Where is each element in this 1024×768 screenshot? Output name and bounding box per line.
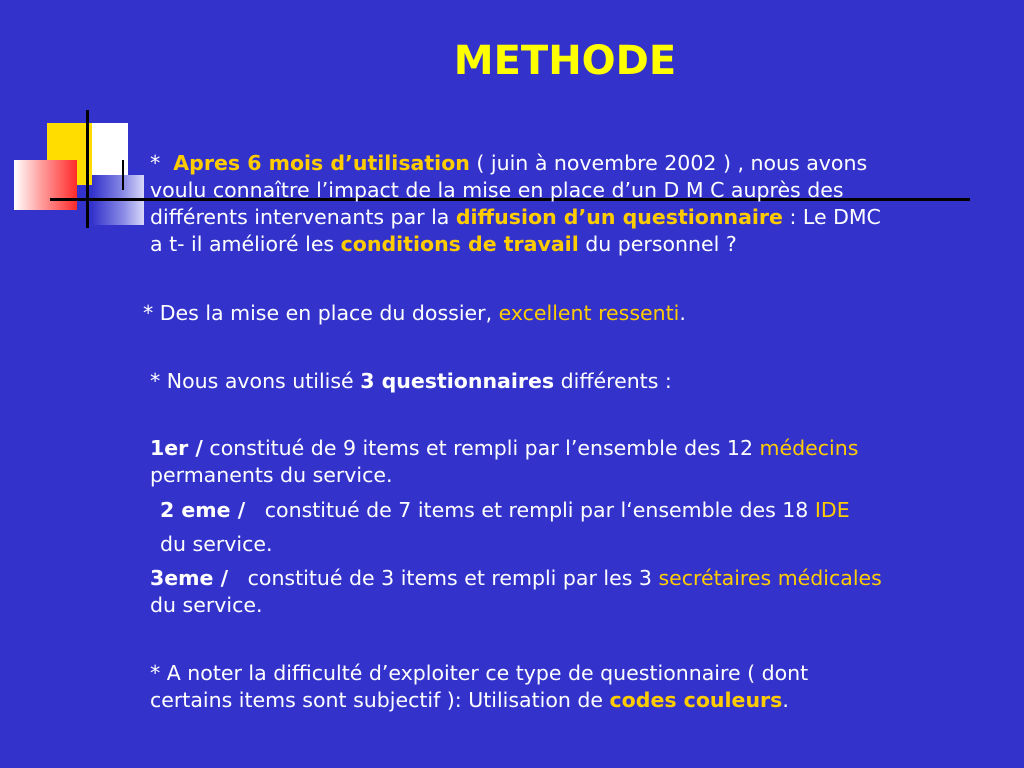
highlight-conditions: conditions de travail: [340, 232, 579, 256]
text: * Des la mise en place du dossier,: [143, 301, 499, 325]
highlight-medecins: médecins: [759, 436, 859, 460]
paragraph-intro-line-4: [150, 231, 881, 258]
highlight-questionnaire: diffusion d’un questionnaire: [455, 205, 783, 229]
questionnaire-2: [160, 497, 850, 524]
text: : Le DMC: [782, 205, 881, 229]
highlight-duration: Apres 6 mois d’utilisation: [173, 151, 470, 175]
bullet: *: [150, 151, 161, 175]
paragraph-questionnaires: [150, 368, 672, 395]
vertical-line-short: [122, 160, 124, 190]
text: .: [782, 688, 789, 712]
paragraph-note-line-2: [150, 687, 808, 714]
text: différents :: [554, 369, 672, 393]
paragraph-intro: [150, 150, 881, 258]
questionnaire-label: 2 eme /: [160, 498, 246, 522]
questionnaire-1-line-1: [150, 435, 858, 462]
questionnaire-3-line-2: du service.: [150, 593, 263, 617]
questionnaire-3-line-1: [150, 565, 882, 592]
text: a t- il amélioré les: [150, 232, 341, 256]
questionnaire-1: [150, 435, 858, 489]
text: .: [679, 301, 686, 325]
paragraph-intro-line-2: voulu connaître l’impact de la mise en place d’un D M C auprès des: [150, 178, 844, 202]
small-white-square: [113, 160, 121, 172]
paragraph-note-line-1: * A noter la difficulté d’exploiter ce type de questionnaire ( dont: [150, 661, 809, 685]
highlight-codes-couleurs: codes couleurs: [609, 688, 783, 712]
slide-title: METHODE: [453, 38, 677, 84]
text: * Nous avons utilisé: [150, 369, 361, 393]
text: constitué de 7 items et rempli par l‘ensemble des 18: [264, 498, 815, 522]
questionnaire-3: [150, 565, 882, 619]
questionnaire-label: 3eme /: [150, 566, 229, 590]
text: du personnel ?: [578, 232, 737, 256]
text: ( juin à novembre 2002 ) , nous avons: [469, 151, 868, 175]
paragraph-intro-line-1: [150, 150, 881, 177]
vertical-line: [86, 110, 89, 228]
highlight-ide: IDE: [814, 498, 850, 522]
bold-count: 3 questionnaires: [360, 369, 555, 393]
text: certains items sont subjectif ): Utilisation de: [150, 688, 610, 712]
paragraph-note: [150, 660, 808, 714]
questionnaire-1-line-2: permanents du service.: [150, 463, 393, 487]
highlight-secretaires: secrétaires médicales: [658, 566, 882, 590]
text: constitué de 3 items et rempli par les 3: [247, 566, 659, 590]
highlight-ressenti: excellent ressenti: [498, 301, 680, 325]
text: constitué de 9 items et rempli par l’ensemble des 12: [202, 436, 760, 460]
paragraph-intro-line-3: [150, 204, 881, 231]
paragraph-ressenti: [143, 300, 686, 327]
text: différents intervenants par la: [150, 205, 456, 229]
questionnaire-label: 1er /: [150, 436, 203, 460]
red-gradient-square: [14, 160, 77, 210]
questionnaire-2-line-2: du service.: [160, 532, 273, 556]
